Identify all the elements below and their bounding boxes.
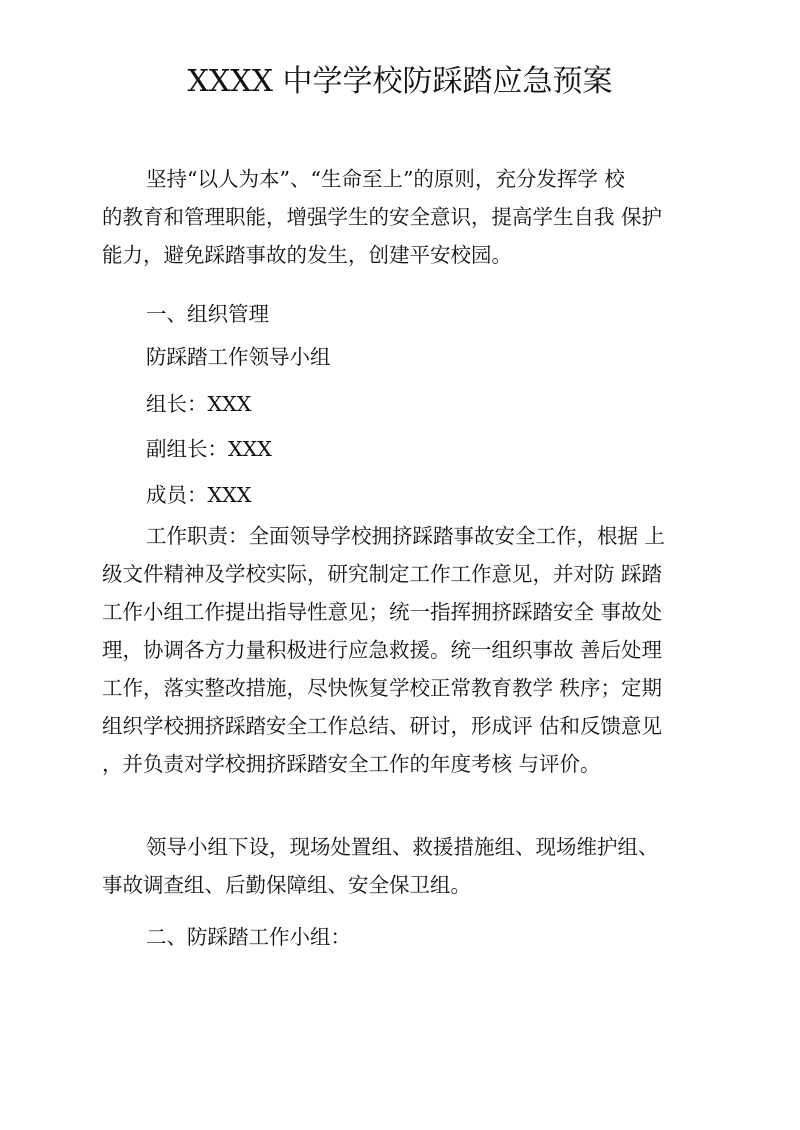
subgroups-line: 领导小组下设，现场处置组、救援措施组、现场维护组、 [146,835,659,859]
duties-line: 工作职责：全面领导学校拥挤踩踏事故安全工作，根据 上 [146,524,666,548]
intro-line: 能力，避免踩踏事故的发生，创建平安校园。 [102,243,512,267]
document-title: XXXX 中学学校防踩踏应急预案 [187,64,613,99]
duties-line: 级文件精神及学校实际，研究制定工作工作意见，并对防 踩踏 [102,562,663,586]
intro-line: 坚持“以人为本”、“生命至上”的原则，充分发挥学 校 [146,167,625,191]
duties-line: ，并负责对学校拥挤踩踏安全工作的年度考核 与评价。 [102,752,601,776]
duties-paragraph [102,517,702,783]
intro-line: 的教育和管理职能，增强学生的安全意识，提高学生自我 保护 [102,205,663,229]
leader-line: 组长：XXX [146,392,252,416]
duties-line: 组织学校拥挤踩踏安全工作总结、研讨，形成评 估和反馈意见 [102,714,663,738]
members-line: 成员：XXX [146,483,252,507]
duties-line: 工作，落实整改措施，尽快恢复学校正常教育教学 秩序；定期 [102,676,663,700]
duties-line: 工作小组工作提出指导性意见；统一指挥拥挤踩踏安全 事故处 [102,600,663,624]
subgroups-paragraph [102,828,702,904]
deputy-leader-line: 副组长：XXX [146,437,272,461]
leadership-group-title: 防踩踏工作领导小组 [146,345,331,369]
duties-line: 理，协调各方力量积极进行应急救援。统一组织事故 善后处理 [102,638,663,662]
subgroups-line: 事故调查组、后勤保障组、安全保卫组。 [102,873,471,897]
section-heading-organization: 一、组织管理 [146,302,269,326]
section-heading-working-group: 二、防踩踏工作小组： [146,925,351,949]
intro-paragraph [102,160,702,274]
